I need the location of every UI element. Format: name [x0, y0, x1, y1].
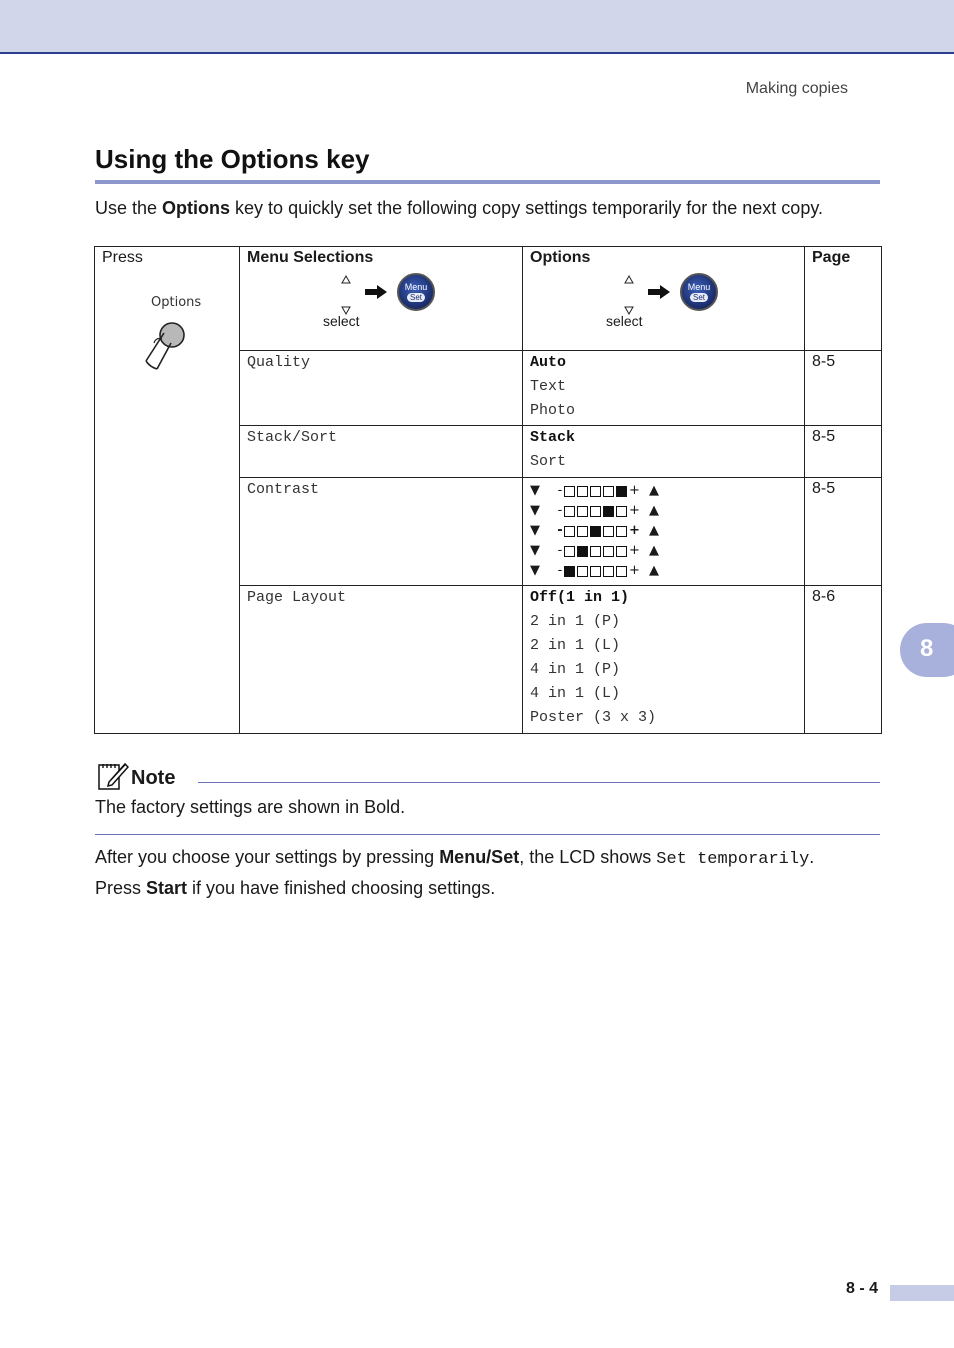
down-triangle-icon: ▼	[530, 543, 540, 558]
contrast-plus: +	[629, 543, 640, 558]
intro-paragraph: Use the Options key to quickly set the following copy settings temporarily for the next copy.	[95, 198, 823, 218]
menu-item-page-layout: Page Layout	[247, 589, 347, 606]
contrast-box	[577, 526, 588, 537]
contrast-plus: +	[629, 523, 640, 538]
top-header-band	[0, 0, 954, 54]
page-ref: 8-5	[805, 351, 882, 426]
option-4-in-1-p: 4 in 1 (P)	[530, 661, 621, 678]
contrast-box	[616, 566, 627, 577]
menu-item-stack-sort: Stack/Sort	[247, 429, 338, 446]
up-triangle-icon: ▲	[649, 543, 659, 558]
right-arrow-icon	[365, 285, 387, 299]
contrast-box	[564, 486, 575, 497]
menu-header-cell	[240, 247, 523, 351]
contrast-box	[603, 506, 614, 517]
up-triangle-icon: ▲	[649, 563, 659, 578]
contrast-box	[564, 526, 575, 537]
down-triangle-icon: ▼	[530, 503, 540, 518]
contrast-bar	[556, 481, 640, 501]
down-triangle-icon: ▼	[530, 523, 540, 538]
contrast-bar	[556, 501, 640, 521]
body-paragraph-1: After you choose your settings by pressing Menu/Set, the LCD shows Set temporarily.	[95, 847, 815, 869]
option-auto: Auto	[530, 354, 567, 371]
contrast-box	[577, 486, 588, 497]
options-key-label: Options	[151, 295, 202, 310]
contrast-box	[616, 546, 627, 557]
page-ref: 8-5	[805, 478, 882, 586]
contrast-box	[603, 546, 614, 557]
select-label: select	[606, 313, 643, 329]
select-label: select	[323, 313, 360, 329]
option-2-in-1-l: 2 in 1 (L)	[530, 637, 621, 654]
note-text: The factory settings are shown in Bold.	[95, 797, 406, 817]
contrast-bar	[556, 541, 640, 561]
page-number: 8 - 4	[846, 1280, 879, 1297]
contrast-box	[590, 506, 601, 517]
options-table	[94, 246, 882, 734]
lcd-message: Set temporarily	[656, 850, 810, 869]
right-arrow-icon	[648, 285, 670, 299]
note-pencil-icon	[97, 760, 129, 792]
contrast-minus: -	[557, 483, 563, 498]
menu-set-button-icon: Menu Set	[397, 273, 435, 311]
up-down-arrow-icon	[623, 275, 635, 315]
contrast-box	[564, 506, 575, 517]
menu-set-button-icon: Menu Set	[680, 273, 718, 311]
contrast-minus: -	[557, 503, 563, 518]
up-triangle-icon: ▲	[649, 523, 659, 538]
up-down-arrow-icon	[340, 275, 352, 315]
contrast-level-4	[530, 501, 797, 521]
contrast-box	[616, 506, 627, 517]
contrast-bar	[556, 561, 640, 581]
press-label: Press	[102, 249, 143, 266]
contrast-box	[564, 546, 575, 557]
contrast-plus: +	[629, 503, 640, 518]
contrast-box	[577, 566, 588, 577]
option-text: Text	[530, 378, 567, 395]
down-triangle-icon: ▼	[530, 483, 540, 498]
up-triangle-icon: ▲	[649, 503, 659, 518]
page-title: Using the Options key	[95, 144, 370, 174]
contrast-minus: -	[557, 543, 563, 558]
option-2-in-1-p: 2 in 1 (P)	[530, 613, 621, 630]
contrast-box	[603, 486, 614, 497]
note-title: Note	[131, 767, 176, 789]
contrast-level-5	[530, 481, 797, 501]
option-4-in-1-l: 4 in 1 (L)	[530, 685, 621, 702]
page-ref: 8-6	[805, 586, 882, 734]
note-end-rule	[95, 834, 880, 835]
press-cell	[95, 247, 240, 734]
option-sort: Sort	[530, 453, 567, 470]
contrast-box	[603, 526, 614, 537]
option-photo: Photo	[530, 402, 576, 419]
contrast-plus: +	[629, 563, 640, 578]
menu-selections-header: Menu Selections	[247, 249, 374, 266]
contrast-minus: -	[557, 523, 563, 538]
chapter-tab: 8	[900, 623, 954, 677]
contrast-box	[590, 566, 601, 577]
option-stack: Stack	[530, 429, 576, 446]
contrast-plus: +	[629, 483, 640, 498]
up-triangle-icon: ▲	[649, 483, 659, 498]
contrast-box	[590, 526, 601, 537]
options-header: Options	[530, 249, 591, 266]
page-header: Page	[812, 249, 851, 266]
contrast-box	[577, 546, 588, 557]
note-rule	[198, 782, 880, 783]
contrast-level-1	[530, 561, 797, 581]
menu-item-contrast: Contrast	[247, 481, 320, 498]
body-paragraph-2: Press Start if you have finished choosing settings.	[95, 878, 496, 898]
contrast-box	[616, 526, 627, 537]
footer-band	[890, 1285, 954, 1301]
section-header: Making copies	[745, 80, 848, 97]
finger-press-icon	[138, 313, 188, 375]
contrast-box	[564, 566, 575, 577]
contrast-box	[603, 566, 614, 577]
contrast-box	[577, 506, 588, 517]
contrast-level-3	[530, 521, 797, 541]
contrast-bar	[556, 521, 640, 541]
option-poster: Poster (3 x 3)	[530, 709, 657, 726]
menu-item-quality: Quality	[247, 354, 311, 371]
contrast-box	[616, 486, 627, 497]
contrast-options	[523, 478, 805, 586]
contrast-level-2	[530, 541, 797, 561]
option-off-1-in-1: Off(1 in 1)	[530, 589, 630, 606]
contrast-box	[590, 486, 601, 497]
contrast-minus: -	[557, 563, 563, 578]
page-header-cell	[805, 247, 882, 351]
down-triangle-icon: ▼	[530, 563, 540, 578]
page-ref: 8-5	[805, 426, 882, 478]
options-header-cell	[523, 247, 805, 351]
contrast-box	[590, 546, 601, 557]
title-rule	[95, 180, 880, 184]
